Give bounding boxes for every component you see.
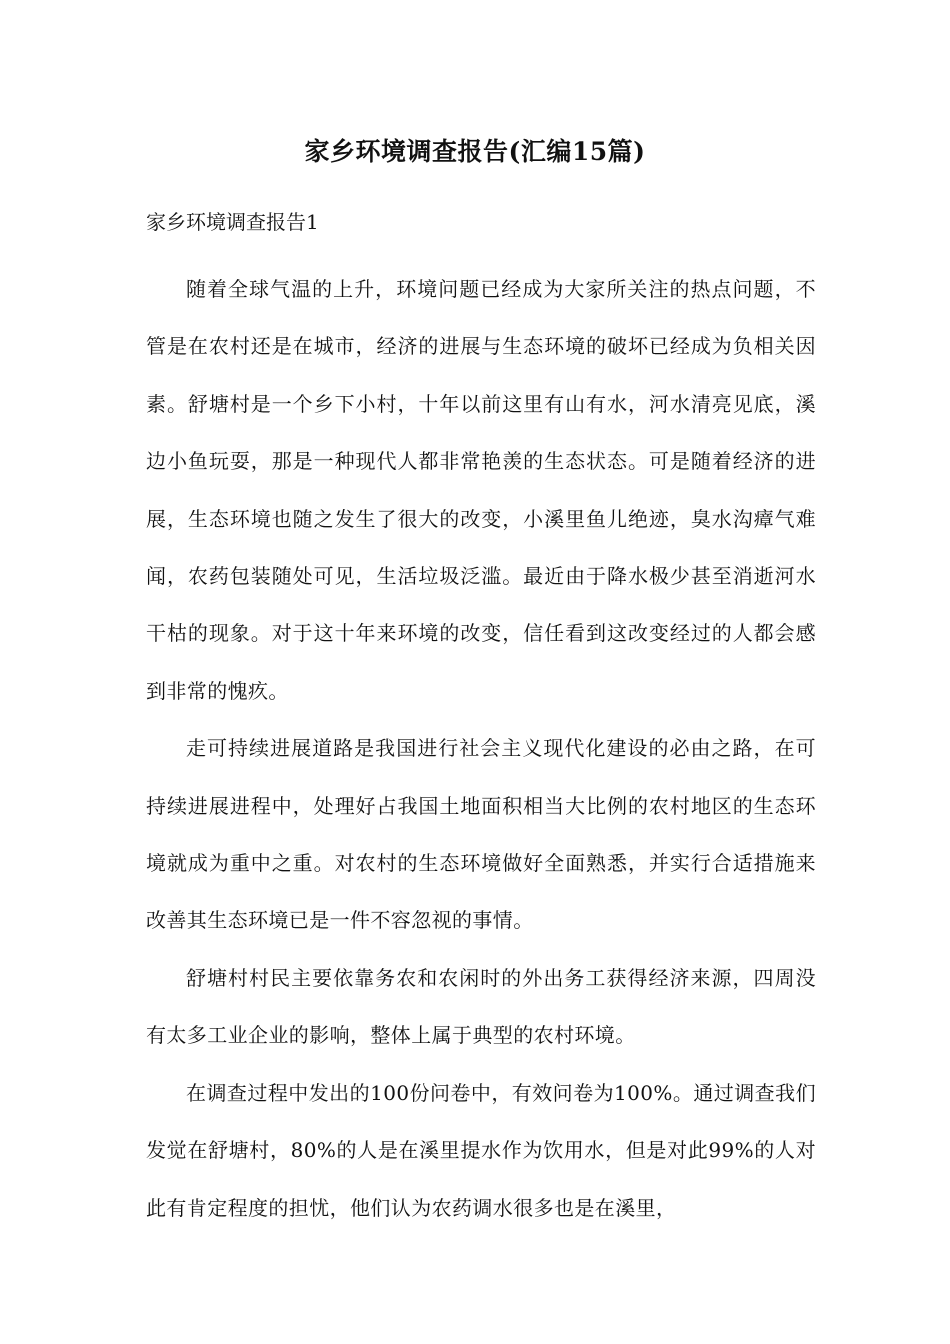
body-text (146, 261, 816, 1237)
paragraph: 走可持续进展道路是我国进行社会主义现代化建设的必由之路，在可持续进展进程中，处理好占我国土地面积相当大比例的农村地区的生态环境就成为重中之重。对农村的生态环境做好全面熟悉，并实行合适措施来改善其生态环境已是一件不容忽视的事情。 (146, 736, 816, 933)
paragraph: 在调查过程中发出的100份问卷中，有效问卷为100%。通过调查我们发觉在舒塘村，80%的人是在溪里提水作为饮用水，但是对此99%的人对此有肯定程度的担忧，他们认为农药调水很多也是在溪里， (146, 1080, 816, 1220)
document-title: 家乡环境调查报告(汇编15篇) (304, 137, 646, 166)
section-heading: 家乡环境调查报告1 (146, 210, 319, 234)
paragraph: 随着全球气温的上升，环境问题已经成为大家所关注的热点问题，不管是在农村还是在城市，经济的进展与生态环境的破坏已经成为负相关因素。舒塘村是一个乡下小村，十年以前这里有山有水，河水清亮见底，溪边小鱼玩耍，那是一种现代人都非常艳羡的生态状态。可是随着经济的进展，生态环境也随之发生了很大的改变，小溪里鱼儿绝迹，臭水沟瘴气难闻，农药包装随处可见，生活垃圾泛滥。最近由于降水极少甚至消逝河水干枯的现象。对于这十年来环境的改变，信任看到这改变经过的人都会感到非常的愧疚。 (146, 277, 816, 703)
paragraph: 舒塘村村民主要依靠务农和农闲时的外出务工获得经济来源，四周没有太多工业企业的影响，整体上属于典型的农村环境。 (146, 965, 816, 1048)
